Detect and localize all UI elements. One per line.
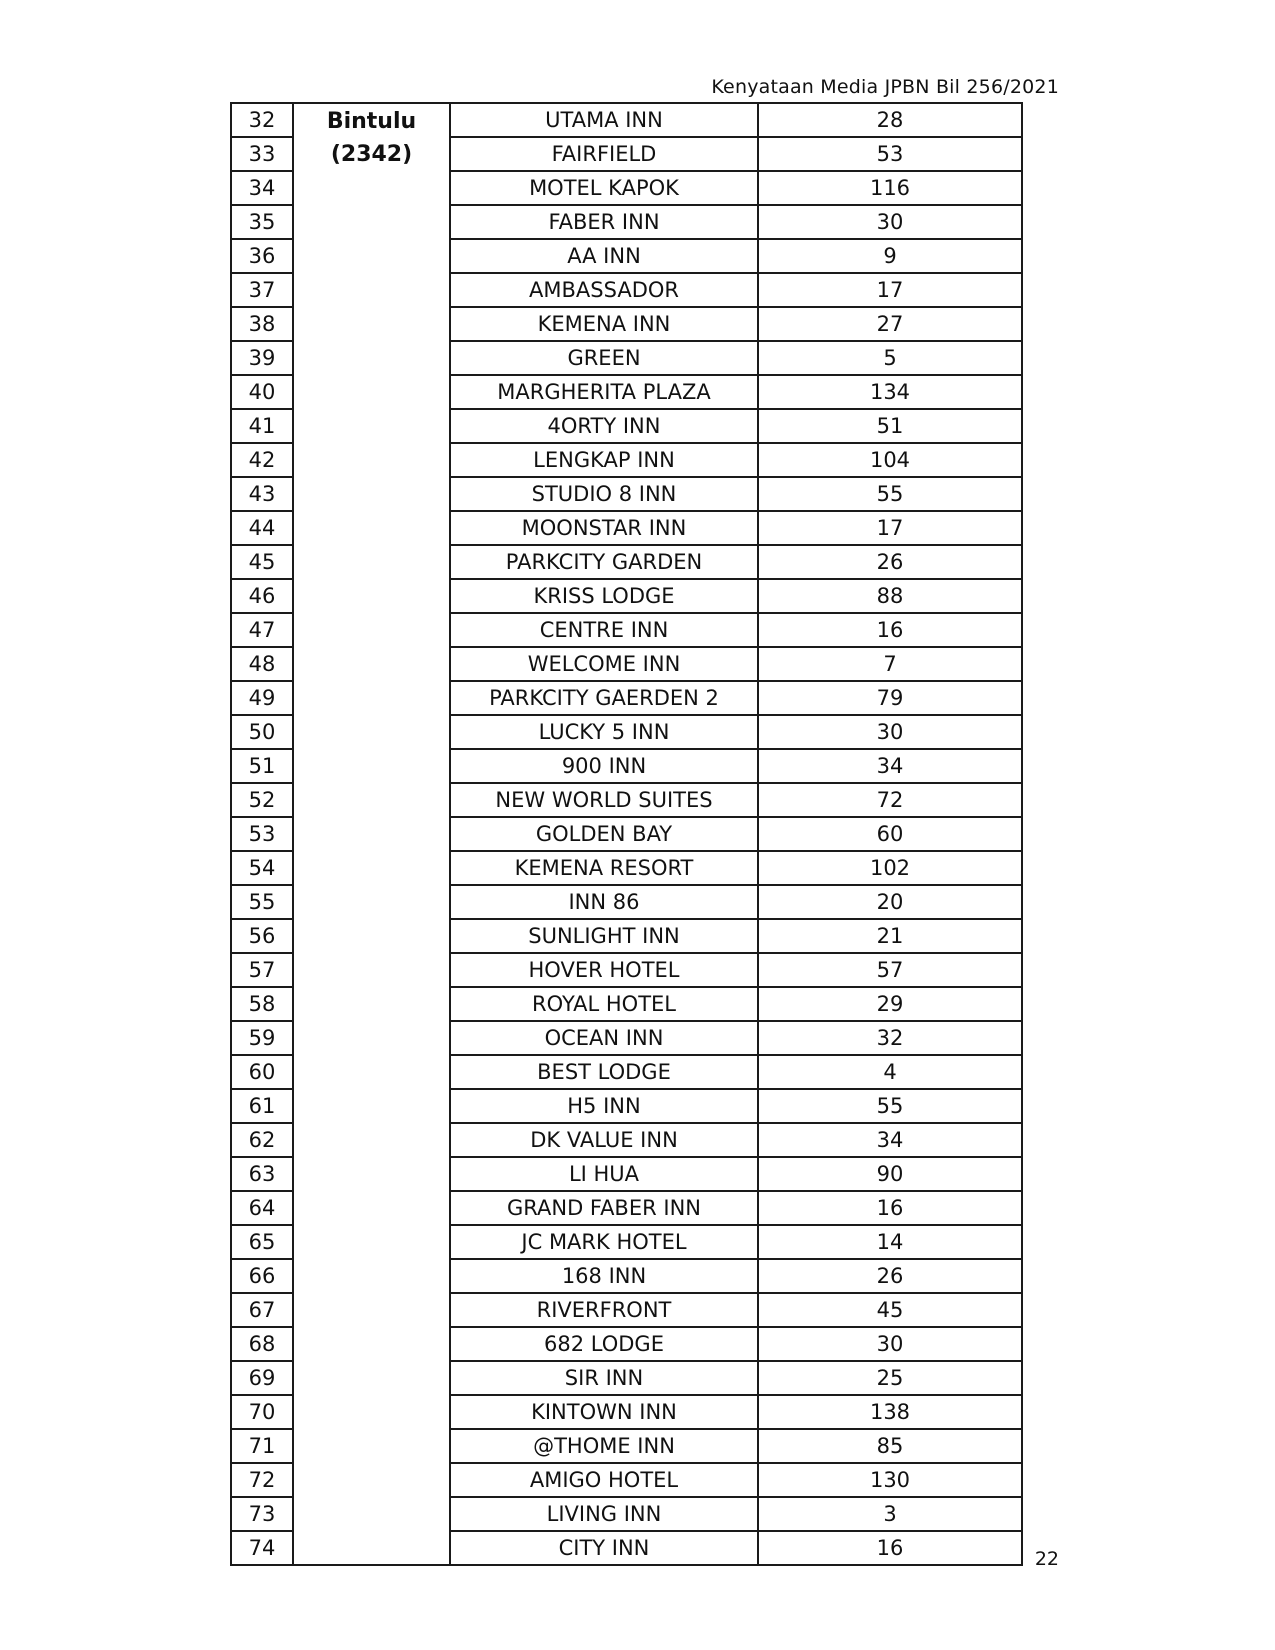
hotel-name-cell: CITY INN — [450, 1531, 758, 1565]
row-number-cell: 57 — [231, 953, 293, 987]
count-cell: 88 — [758, 579, 1022, 613]
hotel-name-cell: JC MARK HOTEL — [450, 1225, 758, 1259]
row-number-cell: 36 — [231, 239, 293, 273]
count-cell: 16 — [758, 1531, 1022, 1565]
count-cell: 5 — [758, 341, 1022, 375]
hotel-name-cell: 682 LODGE — [450, 1327, 758, 1361]
count-cell: 130 — [758, 1463, 1022, 1497]
hotel-name-cell: LENGKAP INN — [450, 443, 758, 477]
row-number-cell: 52 — [231, 783, 293, 817]
quarantine-hotel-table — [230, 102, 1023, 1566]
row-number-cell: 33 — [231, 137, 293, 171]
row-number-cell: 69 — [231, 1361, 293, 1395]
count-cell: 17 — [758, 273, 1022, 307]
hotel-name-cell: KEMENA INN — [450, 307, 758, 341]
count-cell: 34 — [758, 1123, 1022, 1157]
count-cell: 17 — [758, 511, 1022, 545]
count-cell: 60 — [758, 817, 1022, 851]
count-cell: 134 — [758, 375, 1022, 409]
row-number-cell: 38 — [231, 307, 293, 341]
hotel-name-cell: WELCOME INN — [450, 647, 758, 681]
hotel-name-cell: SUNLIGHT INN — [450, 919, 758, 953]
hotel-name-cell: OCEAN INN — [450, 1021, 758, 1055]
count-cell: 29 — [758, 987, 1022, 1021]
hotel-name-cell: FAIRFIELD — [450, 137, 758, 171]
hotel-name-cell: STUDIO 8 INN — [450, 477, 758, 511]
count-cell: 102 — [758, 851, 1022, 885]
row-number-cell: 46 — [231, 579, 293, 613]
count-cell: 20 — [758, 885, 1022, 919]
hotel-name-cell: 4ORTY INN — [450, 409, 758, 443]
row-number-cell: 51 — [231, 749, 293, 783]
row-number-cell: 58 — [231, 987, 293, 1021]
hotel-name-cell: KRISS LODGE — [450, 579, 758, 613]
count-cell: 116 — [758, 171, 1022, 205]
count-cell: 72 — [758, 783, 1022, 817]
row-number-cell: 59 — [231, 1021, 293, 1055]
count-cell: 16 — [758, 613, 1022, 647]
hotel-name-cell: AMBASSADOR — [450, 273, 758, 307]
row-number-cell: 41 — [231, 409, 293, 443]
row-number-cell: 45 — [231, 545, 293, 579]
table-row — [231, 103, 1022, 137]
row-number-cell: 42 — [231, 443, 293, 477]
hotel-name-cell: H5 INN — [450, 1089, 758, 1123]
hotel-name-cell: MOTEL KAPOK — [450, 171, 758, 205]
hotel-name-cell: LUCKY 5 INN — [450, 715, 758, 749]
count-cell: 25 — [758, 1361, 1022, 1395]
count-cell: 45 — [758, 1293, 1022, 1327]
row-number-cell: 61 — [231, 1089, 293, 1123]
count-cell: 26 — [758, 1259, 1022, 1293]
hotel-name-cell: AA INN — [450, 239, 758, 273]
count-cell: 26 — [758, 545, 1022, 579]
row-number-cell: 66 — [231, 1259, 293, 1293]
hotel-name-cell: MARGHERITA PLAZA — [450, 375, 758, 409]
row-number-cell: 63 — [231, 1157, 293, 1191]
count-cell: 104 — [758, 443, 1022, 477]
row-number-cell: 32 — [231, 103, 293, 137]
hotel-name-cell: INN 86 — [450, 885, 758, 919]
hotel-name-cell: ROYAL HOTEL — [450, 987, 758, 1021]
hotel-name-cell: NEW WORLD SUITES — [450, 783, 758, 817]
hotel-name-cell: AMIGO HOTEL — [450, 1463, 758, 1497]
count-cell: 85 — [758, 1429, 1022, 1463]
count-cell: 27 — [758, 307, 1022, 341]
hotel-name-cell: LI HUA — [450, 1157, 758, 1191]
row-number-cell: 44 — [231, 511, 293, 545]
hotel-name-cell: LIVING INN — [450, 1497, 758, 1531]
document-reference-header: Kenyataan Media JPBN Bil 256/2021 — [711, 76, 1059, 98]
district-total: (2342) — [330, 142, 413, 167]
row-number-cell: 37 — [231, 273, 293, 307]
hotel-name-cell: UTAMA INN — [450, 103, 758, 137]
count-cell: 3 — [758, 1497, 1022, 1531]
row-number-cell: 50 — [231, 715, 293, 749]
row-number-cell: 62 — [231, 1123, 293, 1157]
count-cell: 30 — [758, 715, 1022, 749]
count-cell: 30 — [758, 1327, 1022, 1361]
count-cell: 16 — [758, 1191, 1022, 1225]
hotel-name-cell: KEMENA RESORT — [450, 851, 758, 885]
hotel-name-cell: GOLDEN BAY — [450, 817, 758, 851]
count-cell: 9 — [758, 239, 1022, 273]
district-name: Bintulu — [326, 109, 417, 134]
count-cell: 138 — [758, 1395, 1022, 1429]
hotel-name-cell: MOONSTAR INN — [450, 511, 758, 545]
hotel-name-cell: BEST LODGE — [450, 1055, 758, 1089]
hotel-name-cell: PARKCITY GAERDEN 2 — [450, 681, 758, 715]
hotel-name-cell: SIR INN — [450, 1361, 758, 1395]
count-cell: 51 — [758, 409, 1022, 443]
count-cell: 90 — [758, 1157, 1022, 1191]
hotel-name-cell: @THOME INN — [450, 1429, 758, 1463]
row-number-cell: 49 — [231, 681, 293, 715]
hotel-name-cell: HOVER HOTEL — [450, 953, 758, 987]
row-number-cell: 73 — [231, 1497, 293, 1531]
hotel-name-cell: 168 INN — [450, 1259, 758, 1293]
row-number-cell: 67 — [231, 1293, 293, 1327]
row-number-cell: 54 — [231, 851, 293, 885]
count-cell: 30 — [758, 205, 1022, 239]
row-number-cell: 70 — [231, 1395, 293, 1429]
count-cell: 79 — [758, 681, 1022, 715]
row-number-cell: 56 — [231, 919, 293, 953]
row-number-cell: 53 — [231, 817, 293, 851]
hotel-name-cell: KINTOWN INN — [450, 1395, 758, 1429]
row-number-cell: 68 — [231, 1327, 293, 1361]
row-number-cell: 72 — [231, 1463, 293, 1497]
hotel-name-cell: GRAND FABER INN — [450, 1191, 758, 1225]
row-number-cell: 34 — [231, 171, 293, 205]
row-number-cell: 40 — [231, 375, 293, 409]
hotel-name-cell: CENTRE INN — [450, 613, 758, 647]
hotel-name-cell: PARKCITY GARDEN — [450, 545, 758, 579]
row-number-cell: 74 — [231, 1531, 293, 1565]
count-cell: 55 — [758, 477, 1022, 511]
count-cell: 34 — [758, 749, 1022, 783]
hotel-name-cell: GREEN — [450, 341, 758, 375]
row-number-cell: 60 — [231, 1055, 293, 1089]
count-cell: 4 — [758, 1055, 1022, 1089]
hotel-name-cell: DK VALUE INN — [450, 1123, 758, 1157]
count-cell: 53 — [758, 137, 1022, 171]
count-cell: 57 — [758, 953, 1022, 987]
count-cell: 7 — [758, 647, 1022, 681]
count-cell: 32 — [758, 1021, 1022, 1055]
row-number-cell: 55 — [231, 885, 293, 919]
row-number-cell: 71 — [231, 1429, 293, 1463]
table-body — [231, 103, 1022, 1565]
row-number-cell: 48 — [231, 647, 293, 681]
page-number: 22 — [1034, 1548, 1059, 1570]
row-number-cell: 47 — [231, 613, 293, 647]
count-cell: 21 — [758, 919, 1022, 953]
row-number-cell: 35 — [231, 205, 293, 239]
hotel-name-cell: 900 INN — [450, 749, 758, 783]
row-number-cell: 39 — [231, 341, 293, 375]
hotel-name-cell: RIVERFRONT — [450, 1293, 758, 1327]
row-number-cell: 64 — [231, 1191, 293, 1225]
count-cell: 14 — [758, 1225, 1022, 1259]
hotel-name-cell: FABER INN — [450, 205, 758, 239]
row-number-cell: 65 — [231, 1225, 293, 1259]
district-cell — [293, 103, 450, 1565]
count-cell: 28 — [758, 103, 1022, 137]
row-number-cell: 43 — [231, 477, 293, 511]
count-cell: 55 — [758, 1089, 1022, 1123]
